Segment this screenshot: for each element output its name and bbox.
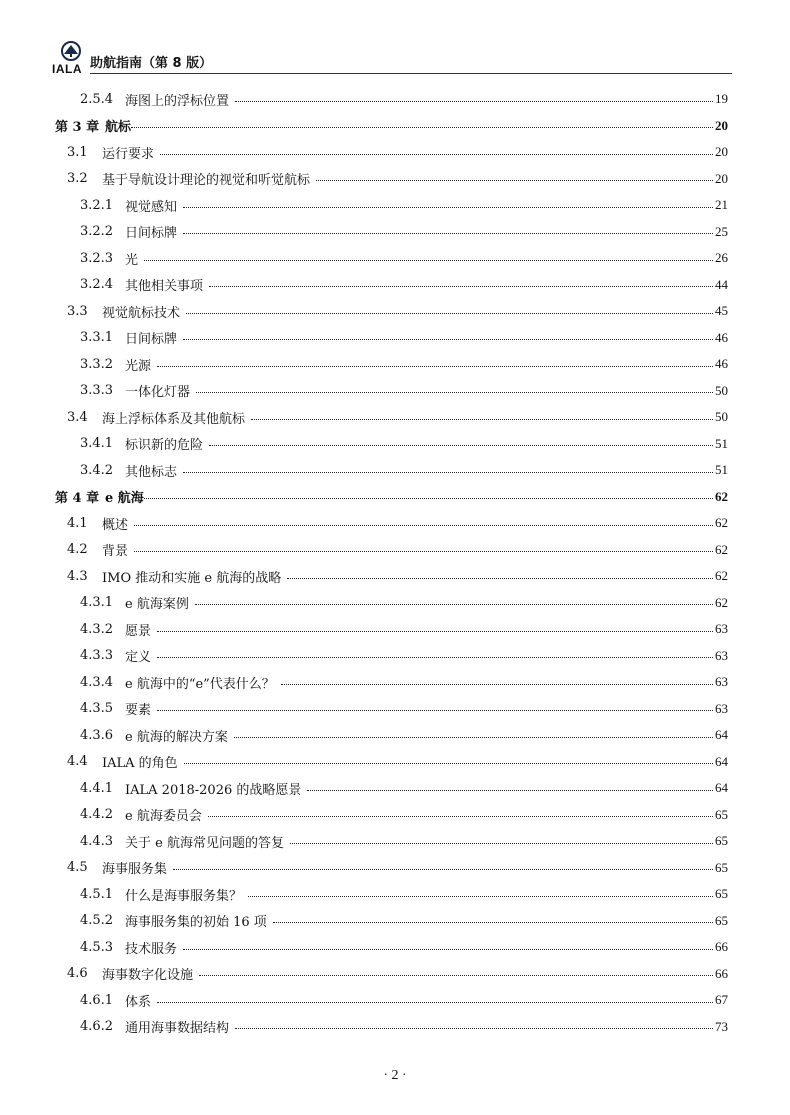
dot-leader: [144, 498, 713, 499]
toc-entry-title: 日间标牌: [125, 226, 178, 241]
toc-entry-page: 66: [715, 965, 728, 981]
dot-leader: [307, 790, 713, 791]
toc-entry-page: 73: [715, 1018, 728, 1034]
dot-leader: [208, 816, 713, 817]
toc-entry: [80, 221, 728, 243]
toc-entry: [80, 883, 728, 905]
dot-leader: [183, 339, 713, 340]
toc-entry-page: 20: [715, 117, 728, 133]
dot-leader: [287, 578, 713, 579]
toc-entry: [80, 353, 728, 375]
dot-leader: [144, 260, 713, 261]
toc-entry-page: 65: [715, 806, 728, 822]
toc-entry-number: 第 4 章: [55, 491, 100, 506]
toc-entry-number: 4.4.2: [80, 807, 114, 822]
toc-entry: [80, 592, 728, 614]
toc-entry-page: 62: [715, 568, 728, 583]
toc-entry-page: 65: [715, 859, 728, 875]
toc-entry-title: 视觉感知: [125, 199, 178, 215]
dot-leader: [183, 472, 713, 473]
toc-entry-page: 67: [715, 992, 728, 1007]
toc-entry-title: e 航海的解决方案: [125, 729, 228, 745]
toc-entry-number: 4.3.2: [80, 621, 114, 637]
toc-entry-number: 4.3.3: [80, 648, 114, 663]
toc-entry: [80, 327, 728, 349]
toc-entry: [67, 539, 728, 561]
toc-entry-number: 3.3.1: [80, 330, 114, 345]
toc-entry-page: 63: [715, 674, 728, 689]
toc-entry-number: 3.3.2: [80, 356, 114, 372]
toc-entry-page: 66: [715, 939, 728, 954]
toc-entry-page: 20: [715, 170, 728, 186]
dot-leader: [316, 180, 713, 181]
toc-entry-number: 3.2.4: [80, 277, 114, 292]
dot-leader: [157, 631, 713, 632]
toc-entry-title: 海图上的浮标位置: [125, 93, 230, 109]
toc-entry-page: 46: [715, 356, 728, 371]
toc-entry-title: 通用海事数据结构: [125, 1021, 230, 1036]
toc-chapter-entry: [55, 115, 728, 137]
dot-leader: [195, 604, 713, 605]
dot-leader: [157, 657, 713, 658]
dot-leader: [173, 869, 713, 870]
toc-entry: [67, 168, 728, 190]
toc-entry-title: 海事服务集的初始 16 项: [125, 915, 267, 930]
toc-entry-number: 4.6.1: [80, 992, 114, 1008]
toc-entry-page: 51: [715, 462, 728, 477]
toc-entry-title: 关于 e 航海常见问题的答复: [125, 835, 284, 851]
toc-entry: [80, 645, 728, 667]
dot-leader: [273, 922, 713, 923]
toc-entry-page: 64: [715, 780, 728, 795]
toc-entry-title: 标识新的危险: [125, 438, 204, 453]
toc-entry: [80, 1016, 728, 1038]
toc-entry-number: 3.1: [67, 144, 88, 160]
toc-entry-number: 4.3: [67, 568, 88, 584]
dot-leader: [251, 419, 713, 420]
toc-entry-page: 44: [715, 276, 728, 292]
toc-entry-title: 运行要求: [102, 146, 155, 162]
toc-entry-title: 背景: [102, 544, 129, 559]
dot-leader: [160, 154, 713, 155]
toc-entry: [67, 857, 728, 879]
logo-text: IALA: [52, 62, 82, 76]
toc-entry-page: 26: [715, 250, 728, 265]
toc-entry-title: IALA 2018-2026 的战略愿景: [125, 782, 302, 798]
dot-leader: [157, 1002, 713, 1003]
toc-entry-number: 4.4: [67, 754, 88, 769]
dot-leader: [248, 896, 713, 897]
toc-entry-number: 3.4: [67, 409, 88, 425]
toc-entry-number: 3.2.3: [80, 250, 114, 266]
toc-entry: [80, 989, 728, 1011]
toc-entry-number: 4.5.1: [80, 886, 114, 902]
toc-entry-title: 定义: [125, 650, 152, 665]
dot-leader: [157, 710, 713, 711]
dot-leader: [234, 737, 713, 738]
dot-leader: [157, 366, 713, 367]
toc-entry-number: 2.5.4: [80, 91, 114, 107]
toc-entry-title: 光源: [125, 358, 152, 374]
toc-entry-page: 63: [715, 621, 728, 636]
dot-leader: [134, 551, 713, 552]
toc-entry-title: IALA 的角色: [102, 756, 178, 771]
dot-leader: [131, 127, 713, 128]
toc-entry: [80, 698, 728, 720]
toc-entry: [80, 724, 728, 746]
toc-entry: [67, 963, 728, 985]
toc-entry: [80, 671, 728, 693]
toc-entry-number: 3.2.1: [80, 197, 114, 213]
toc-entry-title: e 航海: [105, 491, 144, 506]
toc-entry: [80, 274, 728, 296]
iala-emblem-icon: [60, 40, 82, 62]
toc-entry-title: 概述: [102, 517, 129, 533]
toc-entry-number: 3.3.3: [80, 383, 114, 398]
toc-chapter-entry: [55, 486, 728, 508]
toc-entry: [80, 459, 728, 481]
dot-leader: [290, 843, 713, 844]
toc-entry-title: e 航海中的“e”代表什么？: [125, 676, 275, 692]
dot-leader: [183, 949, 713, 950]
toc-entry: [80, 380, 728, 402]
toc-entry-page: 46: [715, 329, 728, 345]
dot-leader: [183, 207, 713, 208]
toc-entry-page: 63: [715, 700, 728, 716]
dot-leader: [209, 286, 713, 287]
toc-entry-number: 4.6: [67, 966, 88, 981]
toc-entry-page: 62: [715, 594, 728, 610]
toc-entry-number: 4.5.3: [80, 939, 114, 955]
toc-entry-number: 4.3.4: [80, 674, 114, 690]
toc-entry-number: 3.3: [67, 303, 88, 319]
toc-entry-number: 4.3.6: [80, 727, 114, 743]
toc-entry-number: 4.5.2: [80, 913, 114, 928]
toc-entry: [80, 830, 728, 852]
toc-entry-title: 其他相关事项: [125, 279, 204, 294]
page-header: [52, 40, 732, 76]
dot-leader: [134, 525, 713, 526]
toc-entry-title: 海事服务集: [102, 862, 168, 877]
toc-entry-number: 4.3.1: [80, 595, 114, 610]
toc-entry-number: 3.4.2: [80, 462, 114, 478]
iala-logo: [52, 40, 92, 76]
toc-entry: [80, 936, 728, 958]
toc-entry-title: 视觉航标技术: [102, 305, 181, 321]
toc-entry: [67, 141, 728, 163]
toc-entry: [80, 910, 728, 932]
toc-entry-title: 海上浮标体系及其他航标: [102, 411, 246, 427]
dot-leader: [209, 445, 713, 446]
toc-entry-page: 62: [715, 488, 728, 504]
toc-entry-number: 4.4.3: [80, 833, 114, 849]
toc-entry-title: 日间标牌: [125, 332, 178, 347]
dot-leader: [235, 1028, 713, 1029]
toc-entry-title: 其他标志: [125, 464, 178, 480]
toc-entry: [80, 777, 728, 799]
toc-entry-page: 62: [715, 515, 728, 530]
page-number: · 2 ·: [383, 1068, 407, 1083]
toc-entry-number: 4.5: [67, 860, 88, 875]
toc-entry-title: 要素: [125, 703, 152, 718]
toc-entry-number: 4.6.2: [80, 1019, 114, 1034]
toc-entry: [67, 565, 728, 587]
toc-entry-title: e 航海案例: [125, 597, 189, 612]
toc-entry-number: 3.2: [67, 171, 88, 186]
toc-entry-number: 4.1: [67, 515, 88, 531]
toc-entry-page: 20: [715, 144, 728, 159]
dot-leader: [199, 975, 713, 976]
toc-entry: [80, 618, 728, 640]
toc-entry: [67, 406, 728, 428]
toc-entry-page: 65: [715, 833, 728, 848]
toc-entry-page: 65: [715, 886, 728, 901]
toc-entry-number: 4.3.5: [80, 701, 114, 716]
dot-leader: [183, 233, 713, 234]
dot-leader: [186, 313, 713, 314]
toc-entry-number: 3.4.1: [80, 436, 114, 451]
toc-entry: [67, 300, 728, 322]
toc-entry-page: 25: [715, 223, 728, 239]
toc-entry: [80, 194, 728, 216]
toc-entry-title: IMO 推动和实施 e 航海的战略: [102, 570, 282, 586]
toc-entry-title: 愿景: [125, 623, 152, 639]
toc-entry-number: 3.2.2: [80, 224, 114, 239]
toc-entry-page: 64: [715, 727, 728, 742]
toc-entry-page: 19: [715, 91, 728, 106]
toc-entry-title: 体系: [125, 994, 152, 1010]
toc-entry-page: 45: [715, 303, 728, 318]
toc-entry: [80, 247, 728, 269]
toc-entry: [80, 88, 728, 110]
toc-entry-number: 4.4.1: [80, 780, 114, 796]
toc-entry-page: 21: [715, 197, 728, 212]
dot-leader: [281, 684, 713, 685]
dot-leader: [196, 392, 713, 393]
toc-entry: [80, 804, 728, 826]
toc-entry: [80, 433, 728, 455]
toc-entry-number: 4.2: [67, 542, 88, 557]
toc-entry-title: e 航海委员会: [125, 809, 202, 824]
toc-entry-title: 基于导航设计理论的视觉和听觉航标: [102, 173, 311, 188]
toc-entry-title: 一体化灯器: [125, 385, 191, 400]
toc-entry-number: 第 3 章: [55, 120, 100, 135]
header-rule: [90, 73, 732, 74]
toc-entry-page: 63: [715, 647, 728, 663]
toc-entry-page: 62: [715, 541, 728, 557]
dot-leader: [235, 101, 713, 102]
toc-entry-title: 什么是海事服务集？: [125, 888, 243, 904]
toc-entry-title: 技术服务: [125, 941, 178, 957]
toc-entry-page: 50: [715, 382, 728, 398]
dot-leader: [184, 763, 713, 764]
toc-entry-page: 65: [715, 912, 728, 928]
toc-entry-page: 50: [715, 409, 728, 424]
toc-entry: [67, 512, 728, 534]
toc-entry-page: 64: [715, 753, 728, 769]
toc-entry-title: 光: [125, 252, 139, 268]
toc-entry-title: 航标: [105, 120, 132, 135]
toc-entry-title: 海事数字化设施: [102, 968, 194, 983]
toc-entry: [67, 751, 728, 773]
book-title: 助航指南（第 8 版）: [90, 56, 213, 71]
toc-entry-page: 51: [715, 435, 728, 451]
